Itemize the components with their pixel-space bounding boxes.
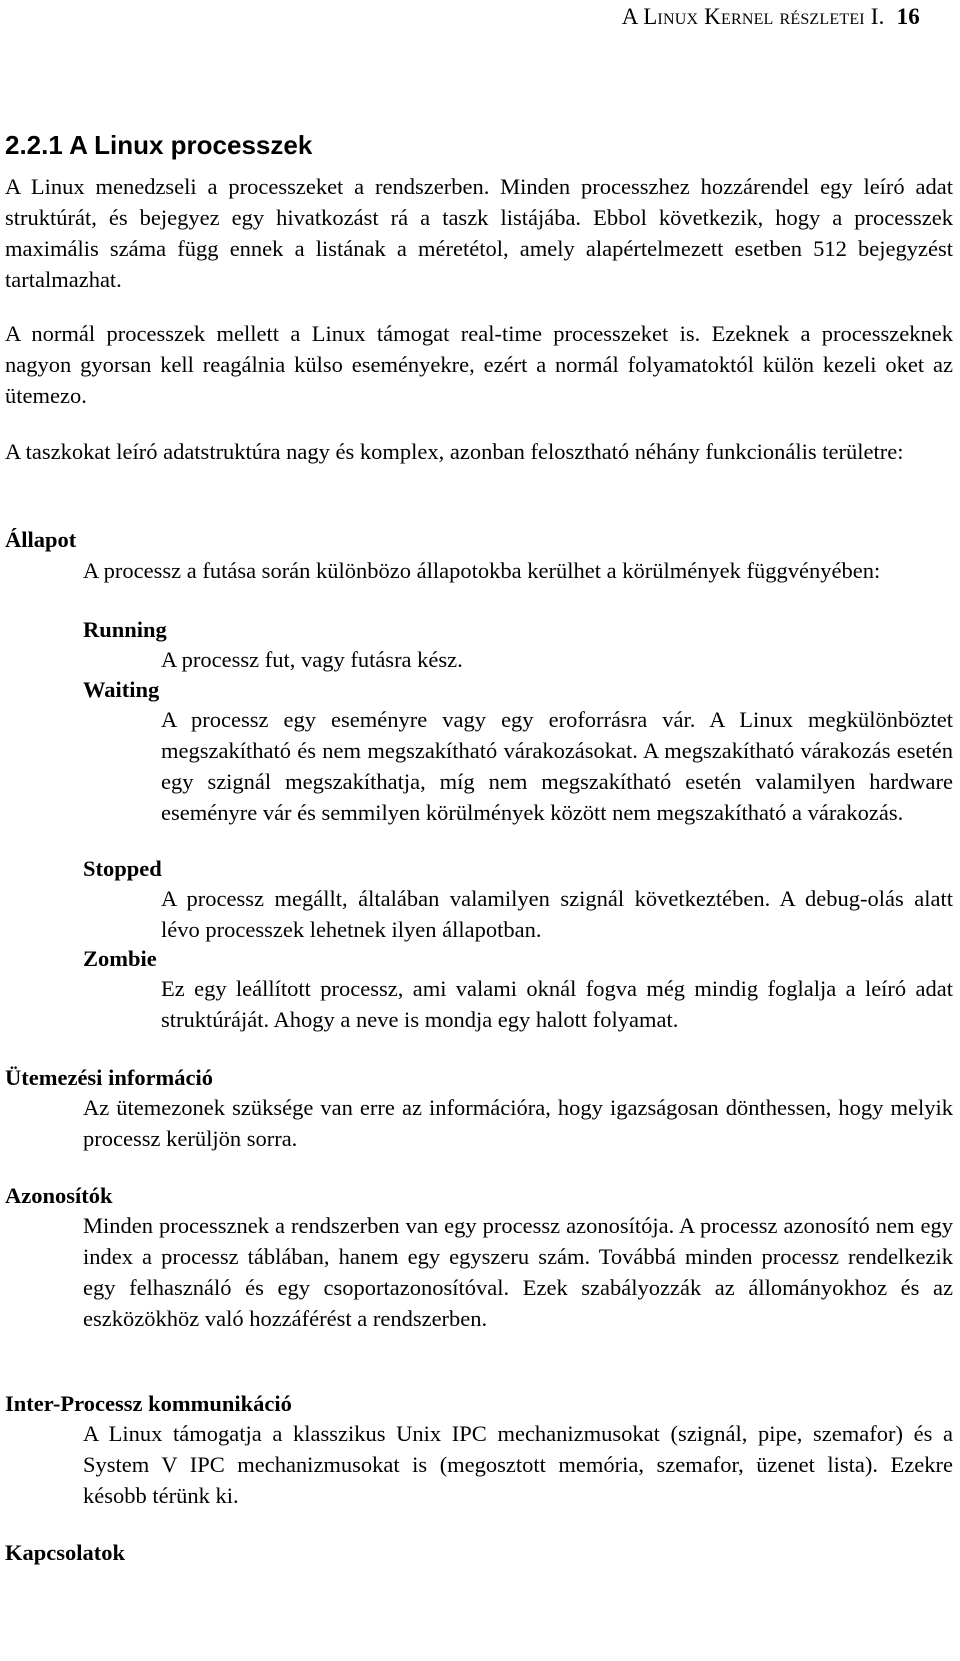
azonositok-description: Minden processznek a rendszerben van egy processz azonosítója. A processz azonosító nem egy index a processz táblában, hanem egy egyszeru szám. Továbbá minden processz rendelkezik egy felhasználó és egy csoportazonosítóval. Ezek szabályozzák az állományokhoz és az eszközökhöz való hozzáférést a rendszerben. [83,1213,953,1331]
term-inter-processz-kommunikacio: Inter-Processz kommunikáció [5,1391,292,1416]
allapot-description: A processz a futása során különbözo állapotokba kerülhet a körülmények függvényében: [83,558,881,583]
intro-paragraph-3: A taszkokat leíró adatstruktúra nagy és komplex, azonban felosztható néhány funkcionális területre: [5,439,904,464]
state-desc-zombie: Ez egy leállított processz, ami valami oknál fogva még mindig foglalja a leíró adat struktúráját. Ahogy a neve is mondja egy halott folyamat. [161,976,953,1032]
intro-paragraph-2: A normál processzek mellett a Linux támogat real-time processzeket is. Ezeknek a processzeknek nagyon gyorsan kell reagálnia külso eseményekre, ezért a normál folyamatoktól külön kezeli oket az ütemezo. [5,321,953,408]
state-desc-running: A processz fut, vagy futásra kész. [161,647,463,672]
intro-paragraph-1: A Linux menedzseli a processzeket a rendszerben. Minden processzhez hozzárendel egy leíró adat struktúrát, és bejegyez egy hivatkozást rá a taszk listájába. Ebbol következik, hogy a processzek maximális száma függ ennek a listának a méretétol, amely alapértelmezett esetben 512 bejegyzést tartalmazhat. [5,174,953,292]
state-term-zombie: Zombie [83,946,157,971]
state-desc-waiting: A processz egy eseményre vagy egy eroforrásra vár. A Linux megkülönböztet megszakítható és nem megszakítható várakozásokat. A megszakítható várakozás esetén egy szignál megszakíthatja, míg nem megszakítható esetén valamilyen hardware eseményre vár és semmilyen körülmények között nem megszakítható a várakozás. [161,707,953,825]
state-term-stopped: Stopped [83,856,162,881]
term-kapcsolatok: Kapcsolatok [5,1540,126,1565]
header-title-smallcaps: Linux Kernel részletei [643,4,865,29]
running-header [622,4,920,30]
state-term-waiting: Waiting [83,677,160,702]
header-title-suffix: I. [864,4,885,29]
ipc-description: A Linux támogatja a klasszikus Unix IPC mechanizmusokat (szignál, pipe, szemafor) és a System V IPC mechanizmusokat is (megosztott memória, szemafor, üzenet lista). Ezekre késobb térünk ki. [83,1421,953,1508]
term-utemezesi-informacio: Ütemezési információ [5,1065,214,1090]
header-title-prefix: A [621,4,644,29]
page-number: 16 [896,4,920,29]
section-heading: 2.2.1 A Linux processzek [5,130,313,160]
utemezesi-description: Az ütemezonek szüksége van erre az információra, hogy igazságosan dönthessen, hogy melyik processz kerüljön sorra. [83,1095,953,1151]
state-desc-stopped: A processz megállt, általában valamilyen szignál következtében. A debug-olás alatt lévo processzek lehetnek ilyen állapotban. [161,886,953,942]
term-allapot: Állapot [5,527,77,552]
state-term-running: Running [83,617,167,642]
term-azonositok: Azonosítók [5,1183,113,1208]
